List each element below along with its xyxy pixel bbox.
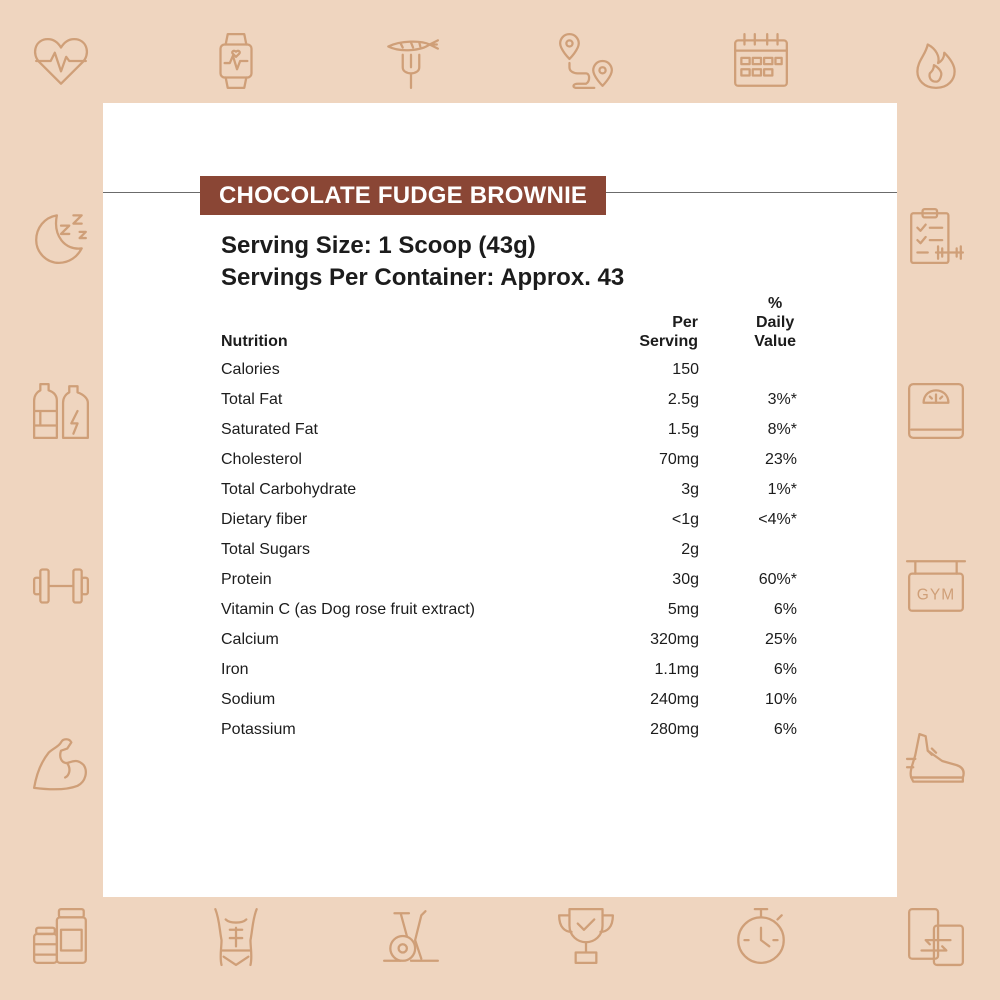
- supplement-jars-icon: [30, 905, 92, 967]
- per-serving-value: 150: [672, 361, 699, 378]
- per-serving-value: 240mg: [650, 691, 699, 708]
- table-row: [221, 445, 797, 475]
- nutrient-name: Total Carbohydrate: [221, 481, 357, 498]
- flavor-title: CHOCOLATE FUDGE BROWNIE: [200, 176, 606, 215]
- water-bottles-icon: [30, 380, 92, 442]
- table-row: [221, 685, 797, 715]
- per-serving-value: 1.1mg: [654, 661, 699, 678]
- per-serving-value: 320mg: [650, 631, 699, 648]
- sleep-moon-icon: [30, 205, 92, 267]
- trophy-icon: [555, 905, 617, 967]
- nutrient-name: Calcium: [221, 631, 279, 648]
- gym-sign-icon: [905, 555, 967, 617]
- nutrient-name: Sodium: [221, 691, 276, 708]
- carrot-fork-icon: [380, 30, 442, 92]
- per-serving-value: 2.5g: [667, 391, 699, 408]
- dumbbell-icon: [30, 555, 92, 617]
- stopwatch-icon: [730, 905, 792, 967]
- nutrient-name: Vitamin C (as Dog rose fruit extract): [221, 601, 476, 618]
- per-serving-value: 70mg: [658, 451, 699, 468]
- per-serving-value: 280mg: [650, 721, 699, 738]
- daily-value: 1%*: [767, 481, 797, 498]
- daily-value: 10%: [764, 691, 797, 708]
- calendar-icon: [730, 30, 792, 92]
- nutrition-panel: [103, 103, 897, 897]
- per-serving-column-header: Per Serving: [639, 314, 698, 350]
- per-serving-value: 3g: [681, 481, 699, 498]
- table-row: [221, 625, 797, 655]
- daily-value: 6%: [773, 601, 797, 618]
- table-row: [221, 505, 797, 535]
- table-row: [221, 715, 797, 745]
- per-serving-value: <1g: [671, 511, 699, 528]
- servings-per-container: Servings Per Container: Approx. 43: [221, 264, 625, 291]
- flexed-arm-icon: [30, 730, 92, 792]
- per-serving-value: 5mg: [667, 601, 699, 618]
- daily-value: 8%*: [767, 421, 797, 438]
- daily-value-column-header: % Daily Value: [754, 295, 796, 350]
- per-serving-value: 30g: [672, 571, 699, 588]
- serving-size: Serving Size: 1 Scoop (43g): [221, 232, 536, 259]
- table-row: [221, 595, 797, 625]
- per-serving-value: 2g: [681, 541, 699, 558]
- nutrient-name: Total Fat: [221, 391, 283, 408]
- daily-value: <4%*: [758, 511, 797, 528]
- daily-value: 6%: [773, 721, 797, 738]
- nutrient-name: Total Sugars: [221, 541, 310, 558]
- phone-exchange-icon: [905, 905, 967, 967]
- table-row: [221, 385, 797, 415]
- flame-icon: [905, 30, 967, 92]
- table-row: [221, 415, 797, 445]
- daily-value: 6%: [773, 661, 797, 678]
- table-row: [221, 475, 797, 505]
- per-serving-value: 1.5g: [667, 421, 699, 438]
- clipboard-dumbbell-icon: [905, 205, 967, 267]
- daily-value: 60%*: [758, 571, 797, 588]
- torso-icon: [205, 905, 267, 967]
- running-shoe-icon: [905, 730, 967, 792]
- table-row: [221, 355, 797, 385]
- nutrient-name: Calories: [221, 361, 280, 378]
- daily-value: 3%*: [767, 391, 797, 408]
- table-row: [221, 565, 797, 595]
- route-map-icon: [555, 30, 617, 92]
- nutrient-name: Protein: [221, 571, 272, 588]
- daily-value: 23%: [764, 451, 797, 468]
- nutrient-name: Dietary fiber: [221, 511, 308, 528]
- table-row: [221, 535, 797, 565]
- nutrient-name: Iron: [221, 661, 249, 678]
- exercise-bike-icon: [380, 905, 442, 967]
- svg-text:GYM: GYM: [916, 586, 956, 604]
- smartwatch-icon: [205, 30, 267, 92]
- nutrient-name: Cholesterol: [221, 451, 302, 468]
- table-row: [221, 655, 797, 685]
- heart-rate-icon: [30, 30, 92, 92]
- nutrition-column-header: Nutrition: [221, 333, 288, 350]
- nutrient-name: Saturated Fat: [221, 421, 318, 438]
- scale-icon: [905, 380, 967, 442]
- daily-value: 25%: [764, 631, 797, 648]
- nutrient-name: Potassium: [221, 721, 296, 738]
